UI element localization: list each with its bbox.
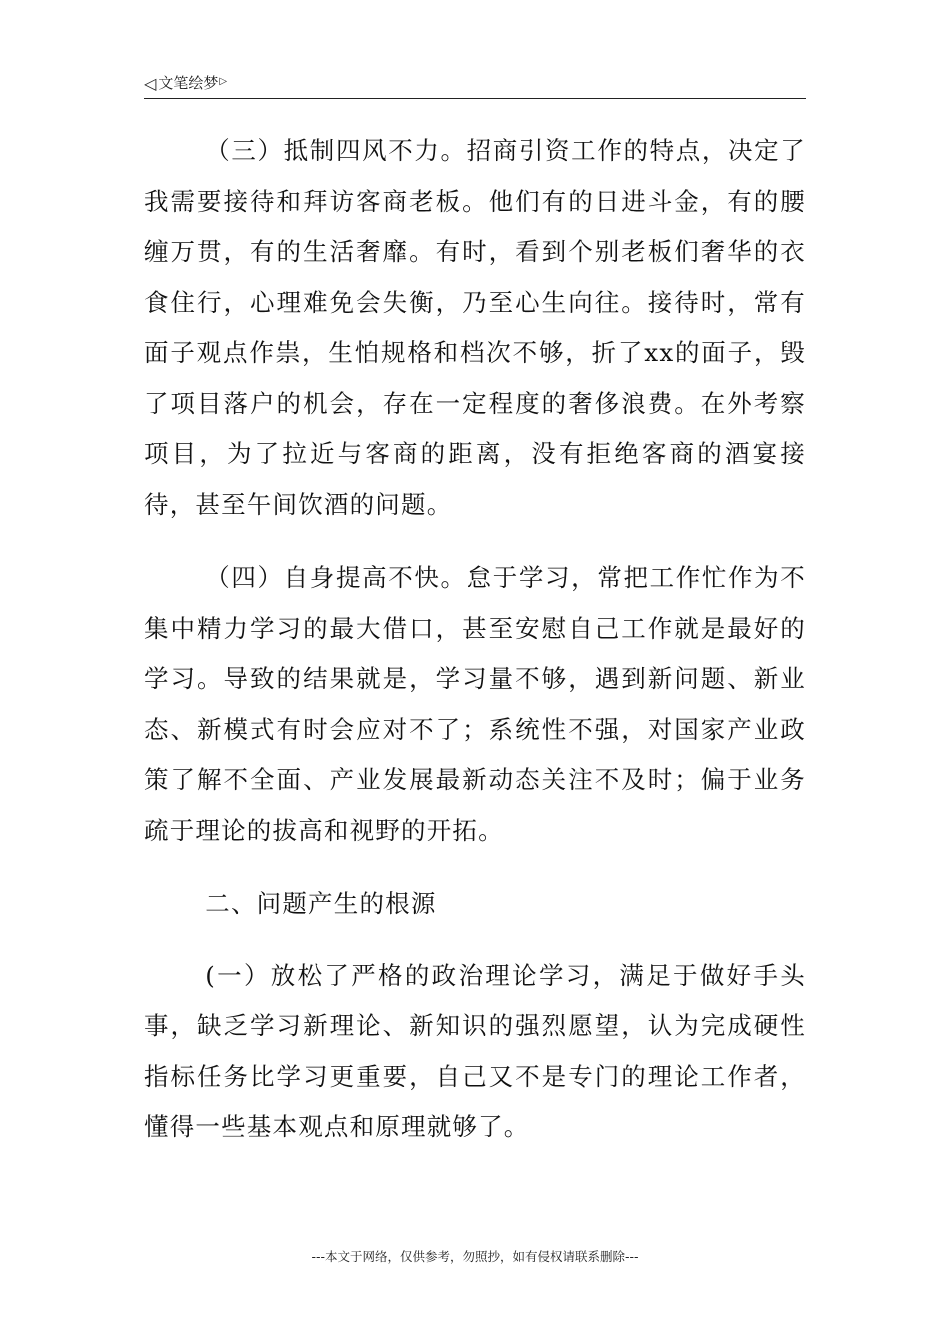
page-header: [144, 72, 806, 99]
document-body: [144, 126, 806, 1153]
section-heading: 二、问题产生的根源: [205, 889, 437, 918]
paragraph-four: （四）自身提高不快。怠于学习，常把工作忙作为不集中精力学习的最大借口，甚至安慰自己工作就是最好的学习。导致的结果就是，学习量不够，遇到新问题、新业态、新模式有时会应对不了；系统性不强，对国家产业政策了解不全面、产业发展最新动态关注不及时；偏于业务疏于理论的拔高和视野的开拓。: [144, 563, 806, 845]
page-footer: ---本文于网络，仅供参考，勿照抄，如有侵权请联系删除---: [311, 1249, 639, 1264]
paragraph-three: （三）抵制四风不力。招商引资工作的特点，决定了我需要接待和拜访客商老板。他们有的日进斗金，有的腰缠万贯，有的生活奢靡。有时，看到个别老板们奢华的衣食住行，心理难免会失衡，乃至心生向往。接待时，常有面子观点作祟，生怕规格和档次不够，折了xx的面子，毁了项目落户的机会，存在一定程度的奢侈浪费。在外考察项目，为了拉近与客商的距离，没有拒绝客商的酒宴接待，甚至午间饮酒的问题。: [144, 136, 806, 519]
left-triangle-icon: ◁: [144, 74, 157, 93]
header-title: 文笔绘梦: [158, 74, 219, 92]
paragraph-root-one: (一）放松了严格的政治理论学习，满足于做好手头事，缺乏学习新理论、新知识的强烈愿望，认为完成硬性指标任务比学习更重要，自己又不是专门的理论工作者，懂得一些基本观点和原理就够了。: [144, 960, 806, 1141]
right-triangle-icon: ▷: [219, 76, 228, 87]
